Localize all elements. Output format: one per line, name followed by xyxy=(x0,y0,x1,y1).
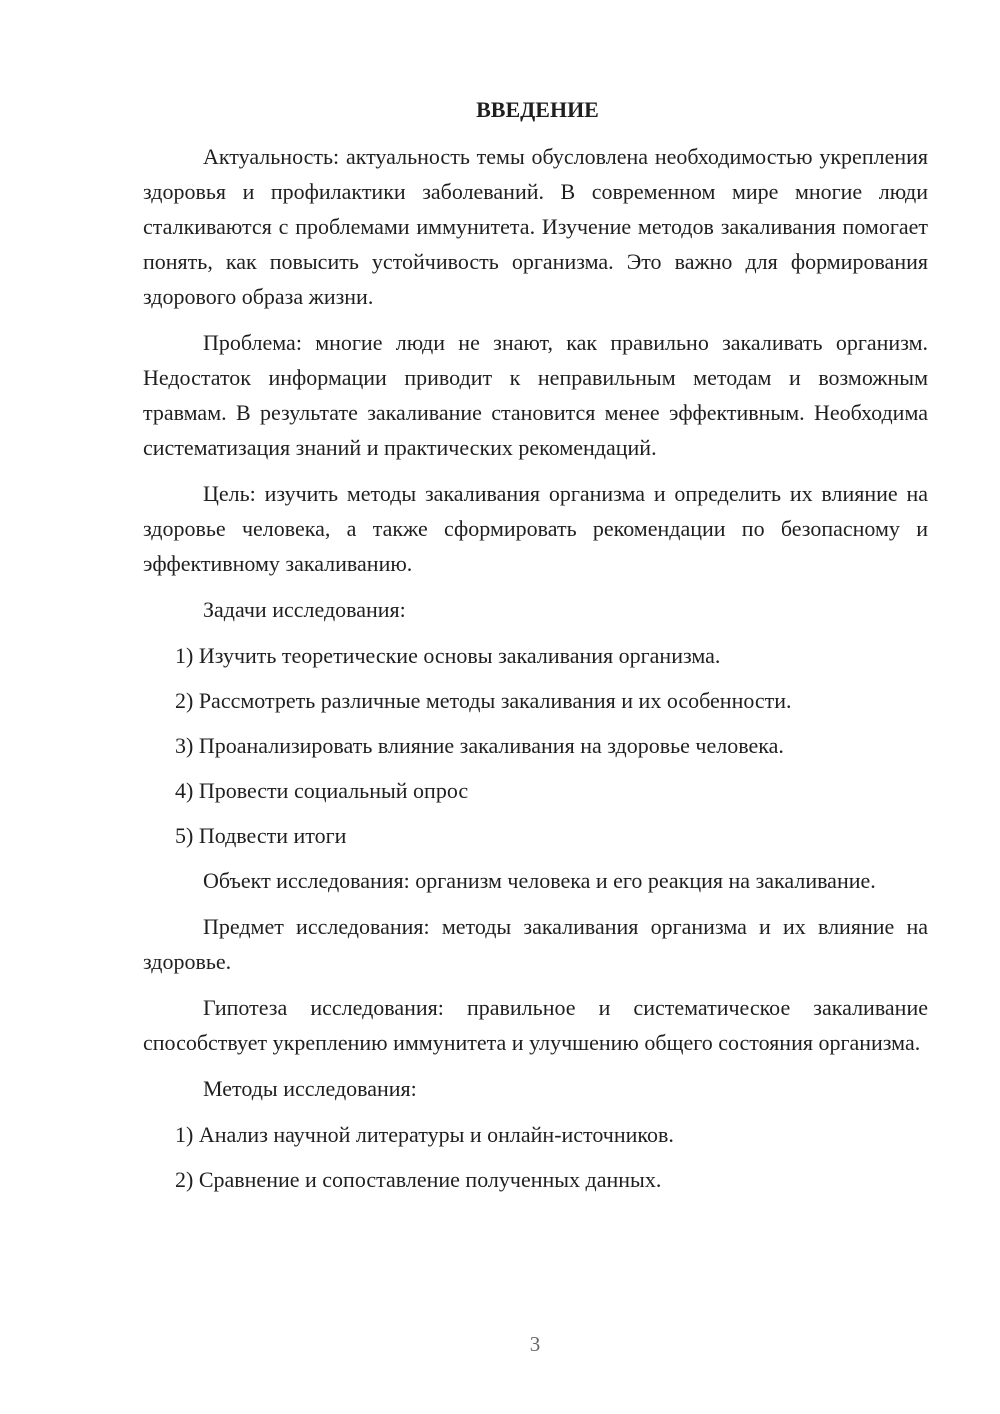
paragraph-goal: Цель: изучить методы закаливания организма и определить их влияние на здоровье человека, а также сформировать рекомендации по безопасному и эффективному закаливанию. xyxy=(143,481,928,576)
list-item: 1) Анализ научной литературы и онлайн-источников. xyxy=(175,1122,674,1147)
page-number: 3 xyxy=(529,1332,541,1356)
paragraph-relevance: Актуальность: актуальность темы обусловлена необходимостью укрепления здоровья и профилактики заболеваний. В современном мире многие люди сталкиваются с проблемами иммунитета. Изучение методов закаливания помогает понять, как повысить устойчивость организма. Это важно для формирования здорового образа жизни. xyxy=(143,144,928,309)
list-item: 2) Рассмотреть различные методы закаливания и их особенности. xyxy=(175,688,792,713)
methods-list xyxy=(143,1117,928,1197)
list-item: 1) Изучить теоретические основы закаливания организма. xyxy=(175,643,721,668)
tasks-title: Задачи исследования: xyxy=(203,597,406,622)
methods-title: Методы исследования: xyxy=(203,1076,417,1101)
list-item: 5) Подвести итоги xyxy=(175,823,347,848)
list-item: 4) Провести социальный опрос xyxy=(175,778,469,803)
paragraph-subject: Предмет исследования: методы закаливания организма и их влияние на здоровье. xyxy=(143,914,928,974)
paragraph-problem: Проблема: многие люди не знают, как правильно закаливать организм. Недостаток информации приводит к неправильным методам и возможным травмам. В результате закаливание становится менее эффективным. Необходима систематизация знаний и практических рекомендаций. xyxy=(143,330,928,460)
list-item: 3) Проанализировать влияние закаливания на здоровье человека. xyxy=(175,733,784,758)
tasks-list xyxy=(143,638,928,853)
list-item: 2) Сравнение и сопоставление полученных данных. xyxy=(175,1167,662,1192)
paragraph-hypothesis: Гипотеза исследования: правильное и систематическое закаливание способствует укреплению иммунитета и улучшению общего состояния организма. xyxy=(143,995,928,1055)
page-content xyxy=(143,95,928,1207)
section-heading: ВВЕДЕНИЕ xyxy=(476,97,599,122)
paragraph-object: Объект исследования: организм человека и его реакция на закаливание. xyxy=(203,868,876,893)
